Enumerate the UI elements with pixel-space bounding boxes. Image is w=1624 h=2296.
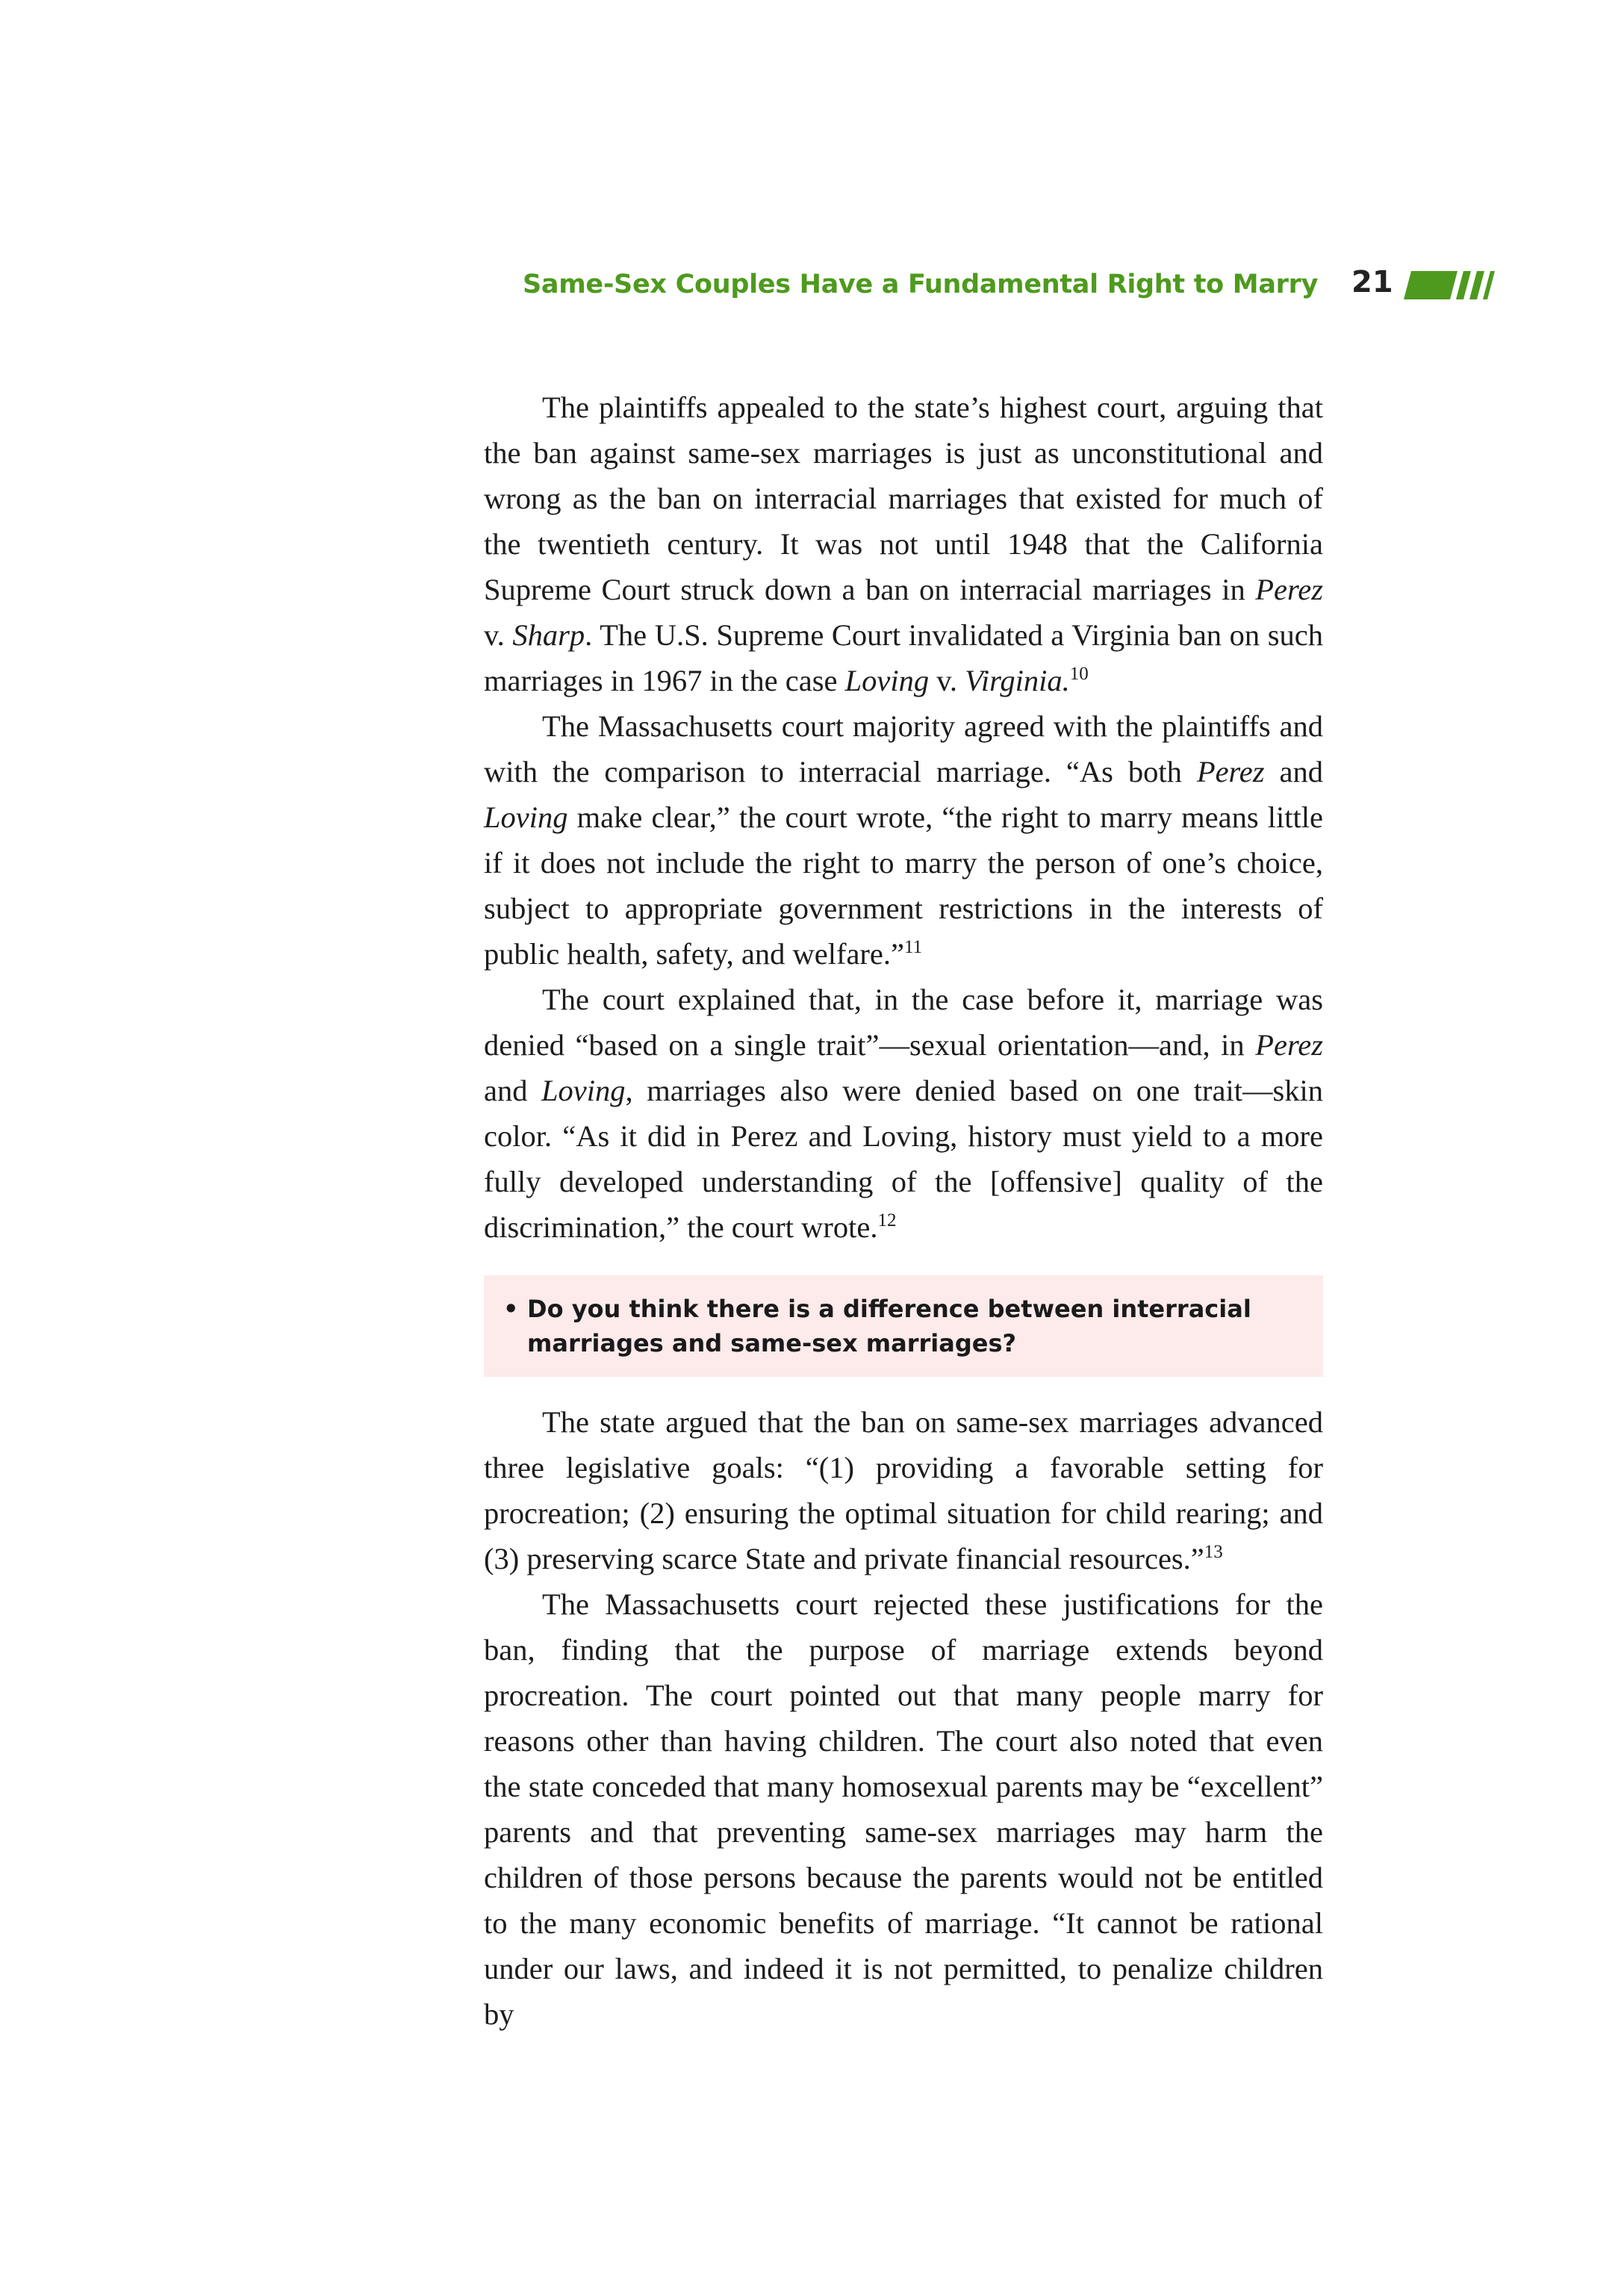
text-run: The Massachusetts court rejected these justifications for the ban, finding that the purpose of marriage extends beyond procreation. The court pointed out that many people marry for reasons other than having children. The court also noted that even the state conceded that many homosexual parents may be “excellent” parents and that preventing same-sex marriages may harm the children of those persons because the parents would not be entitled to the many economic benefits of marriage. “It cannot be rational under our laws, and indeed it is not permitted, to penalize children by xyxy=(484,1587,1323,2031)
case-name: Loving xyxy=(844,664,930,697)
text-run: and xyxy=(1264,755,1323,788)
text-run: The state argued that the ban on same-sex marriages advanced three legislative goals: “(1) providing a favorable setting for procreation; (2) ensuring the optimal situation for child rearing; and (3) preserving scarce State and private financial resources.” xyxy=(484,1405,1323,1575)
text-run: v. xyxy=(484,618,513,652)
case-name: Sharp xyxy=(512,618,585,652)
footnote-ref: 11 xyxy=(904,937,923,957)
running-head xyxy=(484,265,1517,310)
paragraph-plaintiffs-appeal xyxy=(484,385,1323,703)
text-run: v. xyxy=(929,664,965,697)
case-name: Perez xyxy=(1255,1028,1323,1062)
text-run: The court explained that, in the case before it, marriage was denied “based on a single trait”—sexual orientation—and, in xyxy=(484,983,1323,1062)
text-run: , marriages also were denied based on one trait—skin color. “As it did in Perez and Loving, history must yield to a more fully developed understanding of the [offensive] quality of the discrimination,” the court wrote. xyxy=(484,1074,1323,1244)
paragraph-court-explained xyxy=(484,977,1323,1250)
footnote-ref: 13 xyxy=(1204,1542,1223,1562)
paragraph-court-majority xyxy=(484,703,1323,977)
running-title: Same-Sex Couples Have a Fundamental Right to Marry xyxy=(523,270,1319,299)
main-text xyxy=(484,385,1323,2037)
footnote-ref: 10 xyxy=(1069,664,1089,684)
paragraph-court-rejected xyxy=(484,1581,1323,2037)
footnote-ref: 12 xyxy=(877,1210,897,1231)
page-number: 21 xyxy=(1351,265,1393,299)
case-name: Perez xyxy=(1255,573,1323,606)
text-run: and xyxy=(484,1074,542,1107)
case-name: Perez xyxy=(1196,755,1265,788)
case-name: Virginia. xyxy=(965,664,1070,697)
discussion-question-box xyxy=(484,1275,1323,1377)
bullet-icon: • xyxy=(503,1295,519,1323)
paragraph-state-argued xyxy=(484,1399,1323,1581)
case-name: Loving xyxy=(541,1074,626,1107)
text-run: . The U.S. Supreme Court invalidated a Virginia ban on such marriages in 1967 in the case xyxy=(484,618,1323,697)
case-name: Loving xyxy=(484,800,568,834)
page-tab-decoration-icon xyxy=(1404,271,1501,299)
text-run: The plaintiffs appealed to the state’s highest court, arguing that the ban against same-sex marriages is just as unconstitutional and wrong as the ban on interracial marriages that existed for much of the twentieth century. It was not until 1948 that the California Supreme Court struck down a ban on interracial marriages in xyxy=(484,391,1323,606)
discussion-question: Do you think there is a difference between interracial marriages and same-sex marriages? xyxy=(527,1295,1251,1357)
text-run: make clear,” the court wrote, “the right to marry means little if it does not include the right to marry the person of one’s choice, subject to appropriate government restrictions in the interests of public health, safety, and welfare.” xyxy=(484,800,1323,971)
text-run: The Massachusetts court majority agreed with the plaintiffs and with the comparison to interracial marriage. “As both xyxy=(484,709,1323,788)
